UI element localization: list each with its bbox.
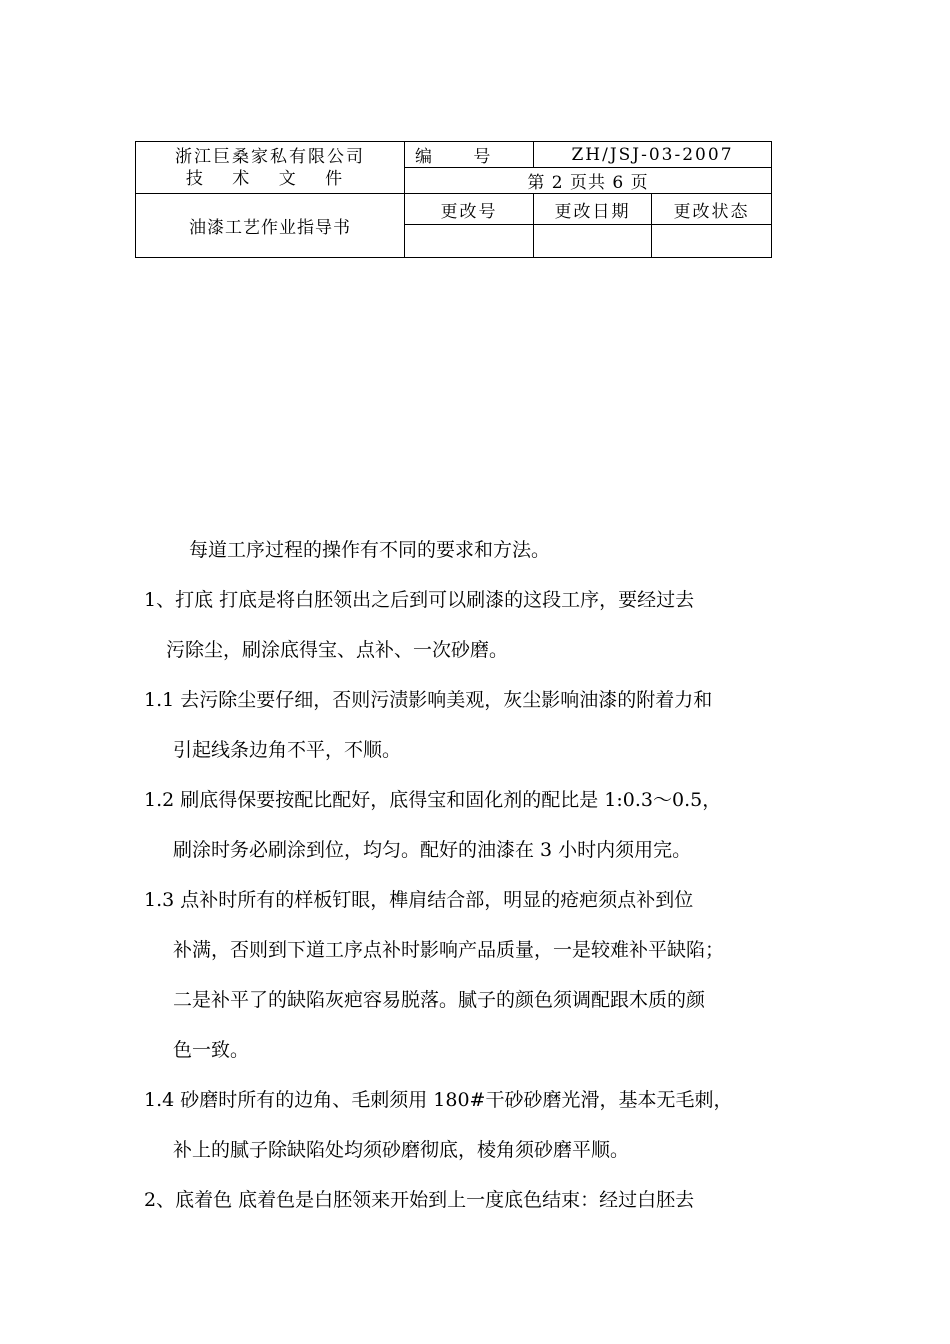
section-1-1-line-2: 引起线条边角不平，不顺。 <box>173 739 402 761</box>
section-2-line-1: 2、底着色 底着色是白胚领来开始到上一度底色结束：经过白胚去 <box>144 1189 695 1211</box>
intro-line: 每道工序过程的操作有不同的要求和方法。 <box>189 539 551 561</box>
change-status-header: 更改状态 <box>652 194 772 225</box>
document-type: 技 术 文 件 <box>185 168 355 189</box>
section-1-line-1: 1、打底 打底是将白胚领出之后到可以刷漆的这段工序，要经过去 <box>144 589 695 611</box>
document-number: ZH/JSJ-03-2007 <box>534 142 772 168</box>
section-1-3-line-1: 1.3 点补时所有的样板钉眼，榫肩结合部，明显的疮疤须点补到位 <box>144 889 694 911</box>
document-title: 油漆工艺作业指导书 <box>136 194 405 258</box>
section-1-line-2: 污除尘，刷涂底得宝、点补、一次砂磨。 <box>166 639 509 661</box>
section-1-3-line-4: 色一致。 <box>173 1039 250 1061</box>
change-date-value <box>534 225 652 258</box>
company-cell <box>136 142 405 194</box>
section-1-4-line-2: 补上的腻子除缺陷处均须砂磨彻底，棱角须砂磨平顺。 <box>173 1139 630 1161</box>
document-header-table <box>135 141 772 258</box>
number-label: 编 号 <box>405 142 534 168</box>
section-1-1-line-1: 1.1 去污除尘要仔细，否则污渍影响美观，灰尘影响油漆的附着力和 <box>144 689 713 711</box>
change-number-value <box>405 225 534 258</box>
change-status-value <box>652 225 772 258</box>
change-number-header: 更改号 <box>405 194 534 225</box>
change-date-header: 更改日期 <box>534 194 652 225</box>
section-1-2-line-1: 1.2 刷底得保要按配比配好，底得宝和固化剂的配比是 1:0.3～0.5， <box>144 789 722 811</box>
company-name: 浙江巨桑家私有限公司 <box>175 146 365 167</box>
page-info: 第 2 页共 6 页 <box>405 168 772 194</box>
section-1-3-line-3: 二是补平了的缺陷灰疤容易脱落。腻子的颜色须调配跟木质的颜 <box>173 989 706 1011</box>
section-1-3-line-2: 补满，否则到下道工序点补时影响产品质量，一是较难补平缺陷； <box>173 939 725 961</box>
section-1-4-line-1: 1.4 砂磨时所有的边角、毛刺须用 180#干砂砂磨光滑，基本无毛刺， <box>144 1089 733 1111</box>
section-1-2-line-2: 刷涂时务必刷涂到位，均匀。配好的油漆在 3 小时内须用完。 <box>173 839 692 861</box>
